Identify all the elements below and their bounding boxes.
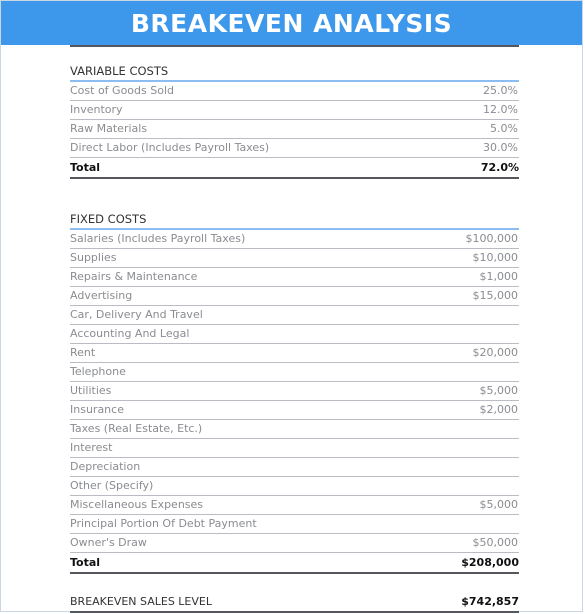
row-value: $5,000 (479, 384, 518, 397)
row-value (518, 306, 519, 324)
variable-costs-rows (70, 82, 519, 158)
page-title: BREAKEVEN ANALYSIS (130, 8, 453, 38)
row-value: 12.0% (483, 103, 518, 116)
row-value: $20,000 (472, 346, 518, 359)
table-row (70, 534, 519, 553)
table-row (70, 477, 519, 496)
row-value (518, 515, 519, 533)
row-label: Accounting And Legal (70, 327, 190, 340)
row-label: Taxes (Real Estate, Etc.) (70, 422, 203, 435)
table-row (70, 458, 519, 477)
table-row (70, 101, 519, 120)
row-value (518, 363, 519, 381)
variable-costs-total-label: Total (70, 161, 101, 174)
row-value: 5.0% (490, 122, 518, 135)
table-row (70, 82, 519, 101)
row-value (518, 439, 519, 457)
table-row (70, 268, 519, 287)
row-label: Miscellaneous Expenses (70, 498, 204, 511)
title-banner (1, 1, 582, 45)
table-row (70, 382, 519, 401)
row-label: Direct Labor (Includes Payroll Taxes) (70, 141, 270, 154)
row-label: Supplies (70, 251, 117, 264)
breakeven-row (70, 592, 519, 613)
row-label: Salaries (Includes Payroll Taxes) (70, 232, 246, 245)
row-label: Interest (70, 441, 113, 454)
row-value (518, 420, 519, 438)
row-label: Insurance (70, 403, 124, 416)
fixed-costs-heading: FIXED COSTS (70, 210, 519, 230)
breakeven-label: BREAKEVEN SALES LEVEL (70, 595, 212, 608)
table-row (70, 249, 519, 268)
table-row (70, 120, 519, 139)
row-value: $100,000 (465, 232, 518, 245)
variable-costs-total-row (70, 158, 519, 179)
fixed-costs-total-label: Total (70, 556, 101, 569)
table-row (70, 401, 519, 420)
fixed-costs-section (70, 210, 519, 574)
row-value (518, 458, 519, 476)
variable-costs-heading: VARIABLE COSTS (70, 62, 519, 82)
row-label: Inventory (70, 103, 123, 116)
row-label: Raw Materials (70, 122, 148, 135)
row-value: 30.0% (483, 141, 518, 154)
table-row (70, 420, 519, 439)
row-value: $10,000 (472, 251, 518, 264)
fixed-costs-rows (70, 230, 519, 553)
row-label: Telephone (70, 365, 126, 378)
variable-costs-total-value: 72.0% (480, 161, 519, 174)
row-value: $15,000 (472, 289, 518, 302)
table-row (70, 287, 519, 306)
row-value: 25.0% (483, 84, 518, 97)
row-label: Utilities (70, 384, 112, 397)
row-value (518, 477, 519, 495)
row-label: Principal Portion Of Debt Payment (70, 517, 257, 530)
table-row (70, 496, 519, 515)
row-value: $50,000 (472, 536, 518, 549)
row-label: Advertising (70, 289, 133, 302)
row-label: Owner's Draw (70, 536, 147, 549)
row-value: $2,000 (479, 403, 518, 416)
row-label: Car, Delivery And Travel (70, 308, 203, 321)
table-row (70, 515, 519, 534)
fixed-costs-total-row (70, 553, 519, 574)
table-row (70, 363, 519, 382)
sheet-content (70, 45, 519, 613)
row-label: Repairs & Maintenance (70, 270, 198, 283)
table-row (70, 325, 519, 344)
table-row (70, 344, 519, 363)
row-value (518, 325, 519, 343)
variable-costs-section (70, 45, 519, 179)
row-label: Rent (70, 346, 96, 359)
table-row (70, 439, 519, 458)
row-label: Depreciation (70, 460, 141, 473)
table-row (70, 306, 519, 325)
row-value: $1,000 (479, 270, 518, 283)
breakeven-value: $742,857 (461, 595, 519, 608)
fixed-costs-total-value: $208,000 (461, 556, 519, 569)
table-row (70, 230, 519, 249)
row-label: Cost of Goods Sold (70, 84, 174, 97)
table-row (70, 139, 519, 158)
row-value: $5,000 (479, 498, 518, 511)
row-label: Other (Specify) (70, 479, 154, 492)
